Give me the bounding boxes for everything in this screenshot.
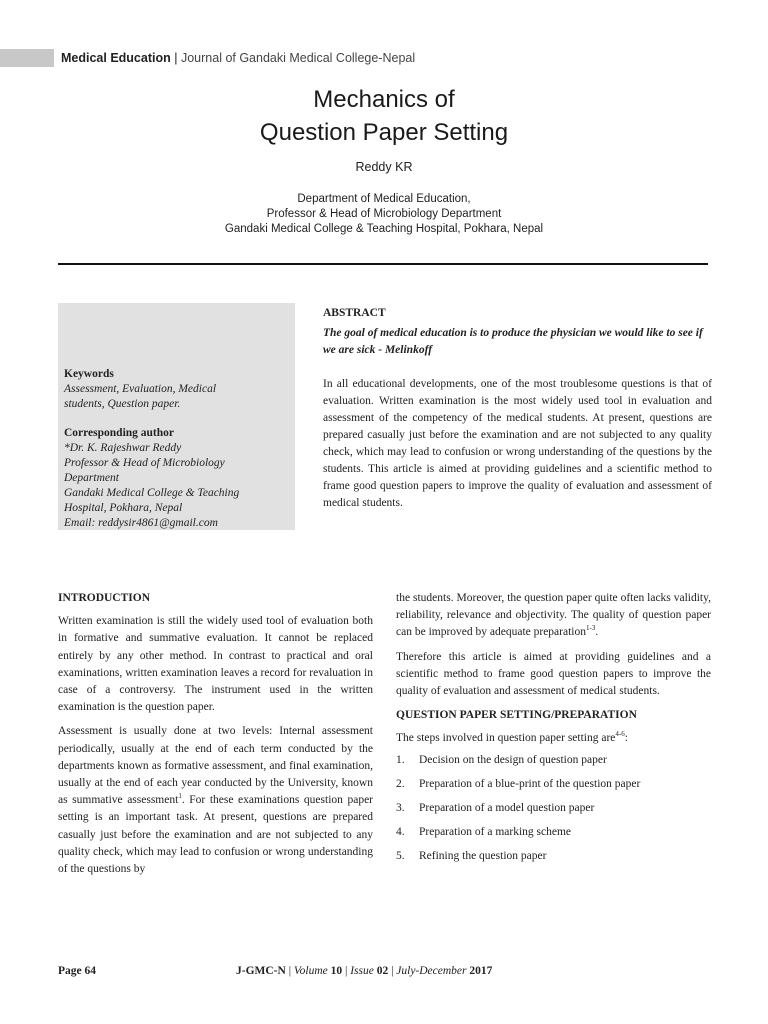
corresponding-line: *Dr. K. Rajeshwar Reddy	[64, 442, 182, 454]
list-item: 1. Decision on the design of question paper	[396, 753, 607, 766]
citation: 4-6	[615, 730, 625, 739]
body-column-right	[396, 590, 711, 872]
abstract-quote: The goal of medical education is to produce the physician we would like to see if we are sick - Melinkoff	[323, 327, 703, 356]
introduction-heading: INTRODUCTION	[58, 592, 151, 604]
page-number: Page 64	[58, 965, 97, 977]
list-item: 2. Preparation of a blue-print of the question paper	[396, 777, 641, 790]
title-line-2: Question Paper Setting	[259, 119, 509, 146]
title-divider	[58, 263, 708, 265]
keywords-heading: Keywords	[64, 368, 114, 380]
author-name: Reddy KR	[355, 160, 413, 174]
header-journal: Journal of Gandaki Medical College-Nepal	[180, 51, 416, 65]
corresponding-heading: Corresponding author	[64, 427, 175, 439]
header-section: Medical Education	[61, 51, 171, 65]
body-column-left	[58, 590, 373, 885]
setting-heading: QUESTION PAPER SETTING/PREPARATION	[396, 709, 637, 722]
corresponding-line: Professor & Head of Microbiology	[64, 457, 225, 469]
header-accent-bar	[0, 49, 54, 67]
setting-intro: The steps involved in question paper setting are$^{4-6}$:	[396, 730, 628, 745]
abstract-body: In all educational developments, one of the most troublesome questions is that of evaluation. Written examination is the most widely used tool in evaluation and assessment of the competency of the medical students. At present, questions are prepared casually just before the examination and are not subjected to any quality check, which may lead to confusion or wrong understanding of the questions by the students. This article is aimed at providing guidelines and a scientific method to frame good question papers to improve the quality of evaluation and assessment of medical students.	[323, 378, 712, 509]
corresponding-line: Department	[64, 472, 119, 484]
citation: 1-3	[586, 624, 596, 633]
introduction-paragraph-2: Assessment is usually done at two levels: Internal assessment periodically, usually at the end of each term conducted by the departments known as formative assessment, and final examination, usually at the end of each year conducted by the University, known as summative assessment$^1$. For these examinations question paper setting is an important task. At present, questions are prepared casually just before the examination and are not subjected to any quality check, which may lead to confusion or wrong understanding of the questions by	[58, 725, 373, 876]
running-header	[61, 49, 415, 67]
keywords-box	[58, 303, 295, 530]
corresponding-line: Hospital, Pokhara, Nepal	[64, 502, 183, 514]
title-line-1: Mechanics of	[313, 86, 455, 113]
affiliation-line: Department of Medical Education,	[297, 193, 471, 205]
list-item: 3. Preparation of a model question paper	[396, 801, 595, 814]
keywords-content	[64, 367, 289, 531]
corresponding-email[interactable]: Email: reddysir4861@gmail.com	[64, 517, 218, 529]
introduction-paragraph-3: the students. Moreover, the question paper quite often lacks validity, reliability, relevance and objectivity. The quality of question paper can be improved by adequate preparation$^{1-3}$.	[396, 592, 711, 639]
corresponding-line: Gandaki Medical College & Teaching	[64, 487, 240, 499]
affiliation-line: Professor & Head of Microbiology Department	[266, 208, 502, 220]
citation: 1	[178, 792, 182, 801]
affiliation	[0, 192, 768, 237]
header-separator: |	[174, 51, 178, 65]
introduction-paragraph-4: Therefore this article is aimed at providing guidelines and a scientific method to frame good question papers to improve the quality of evaluation and assessment of medical students.	[396, 650, 711, 698]
introduction-paragraph-1: Written examination is still the widely used tool of evaluation both in formative and summative evaluation. It cannot be replaced entirely by any other method. In contrast to practical and oral examinations, written examination leaves a record for revaluation in case of a controversy. The instrument used in the written examination is the question paper.	[58, 615, 373, 714]
list-item: 5. Refining the question paper	[396, 849, 547, 862]
footer-citation: J-GMC-N | Volume 10 | Issue 02 | July-December 2017	[236, 965, 493, 977]
steps-list	[396, 752, 711, 872]
abstract	[323, 305, 712, 512]
list-item: 4. Preparation of a marking scheme	[396, 825, 571, 838]
article-title	[0, 83, 768, 149]
affiliation-line: Gandaki Medical College & Teaching Hospital, Pokhara, Nepal	[224, 223, 544, 235]
keywords-line: students, Question paper.	[64, 398, 181, 410]
abstract-heading: ABSTRACT	[323, 307, 386, 319]
keywords-line: Assessment, Evaluation, Medical	[64, 383, 217, 395]
